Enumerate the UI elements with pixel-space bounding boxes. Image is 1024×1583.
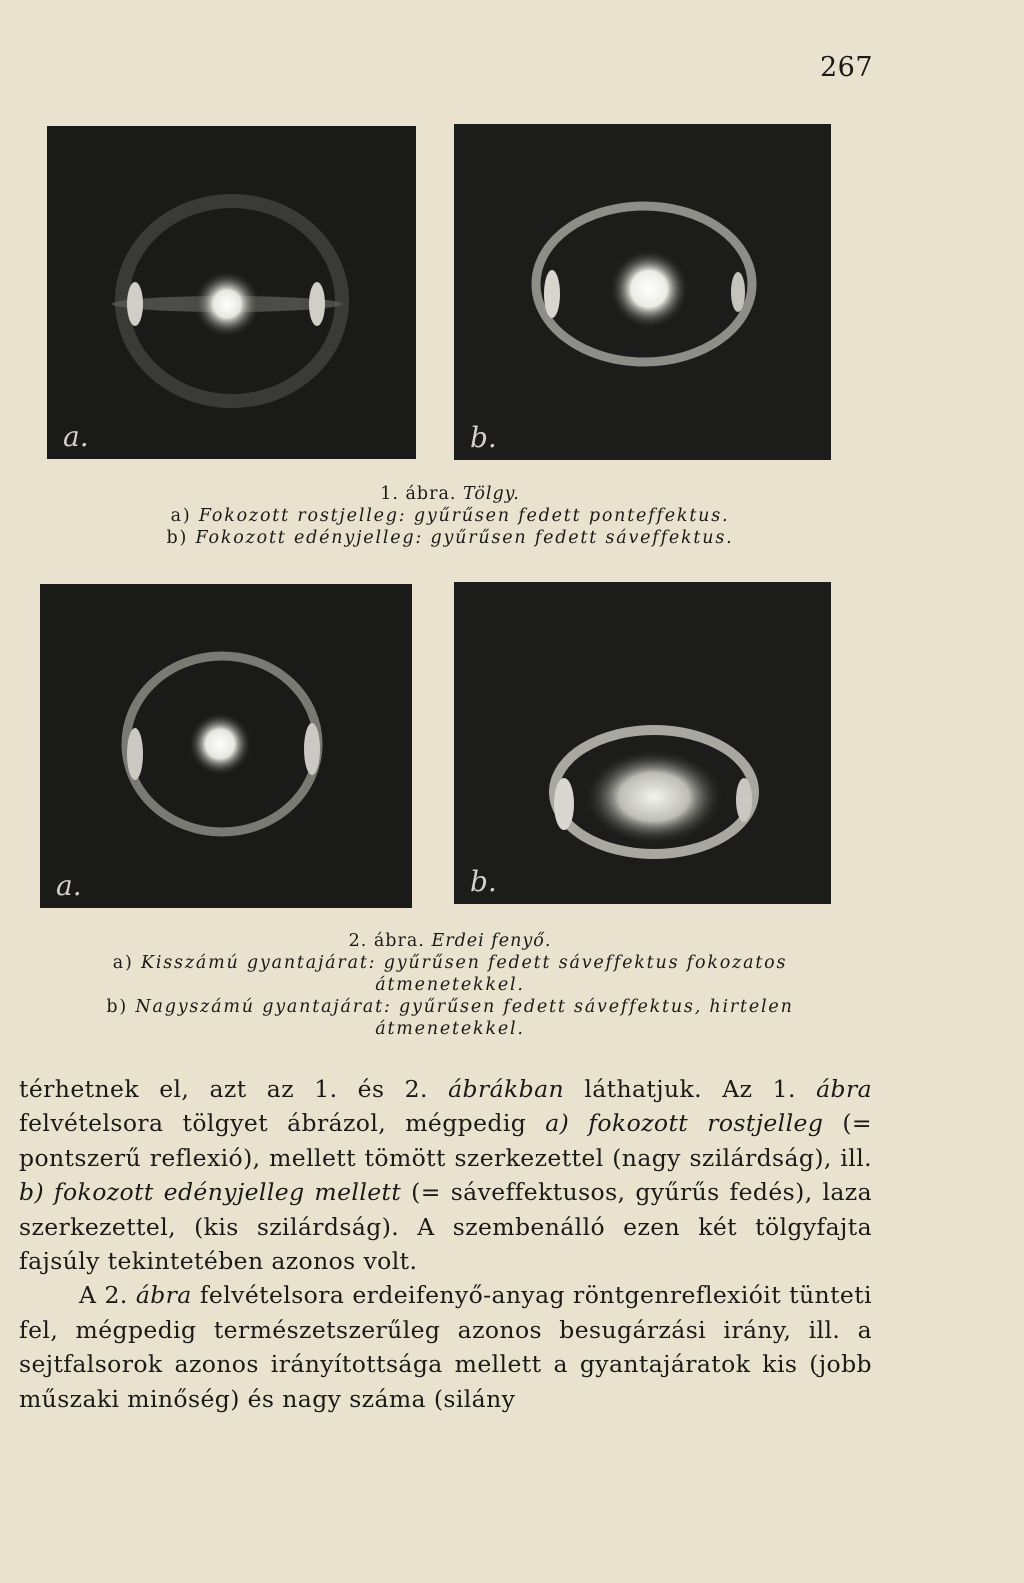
- figure2-caption-a-cont: átmenetekkel.: [375, 975, 525, 995]
- xray-diffraction-image: [454, 124, 831, 460]
- figure1-photo-a: [47, 126, 416, 459]
- figure2-caption-b-cont: átmenetekkel.: [375, 1019, 525, 1039]
- figure1-caption: [40, 483, 860, 549]
- panel-label: b.: [470, 421, 497, 454]
- xray-diffraction-image: [40, 584, 412, 908]
- panel-label: a.: [56, 869, 82, 902]
- body-text: [19, 1072, 872, 1416]
- page-number: 267: [820, 52, 874, 83]
- figure1-caption-b: b) Fokozott edényjelleg: gyűrűsen fedett sáveffektus.: [166, 528, 734, 548]
- paragraph: A 2. ábra felvételsora erdeifenyő-anyag röntgenreflexióit tünteti fel, mégpedig természetszerűleg azonos besugárzási irány, ill. a sejtfalsorok azonos irányítottsága mellett a gyantajáratok kis (jobb műszaki minőség) és nagy száma (silány: [19, 1281, 872, 1413]
- xray-diffraction-image: [47, 126, 416, 459]
- figure2-caption-title: 2. ábra. Erdei fenyő.: [348, 931, 552, 951]
- panel-label: b.: [470, 865, 497, 898]
- figure1-photo-b: [454, 124, 831, 460]
- figure2-photo-b: [454, 582, 831, 904]
- figure2-caption-a: a) Kisszámú gyantajárat: gyűrűsen fedett sáveffektus fokozatos: [112, 953, 788, 973]
- figure2-caption: [40, 930, 860, 1040]
- figure1-caption-title: 1. ábra. Tölgy.: [380, 484, 520, 504]
- paragraph: térhetnek el, azt az 1. és 2. ábrákban láthatjuk. Az 1. ábra felvételsora tölgyet ábrázol, mégpedig a) fokozott rostjelleg (= pontszerű reflexió), mellett tömött szerkezettel (nagy szilárdság), ill. b) fokozott edényjelleg mellett (= sáveffektusos, gyűrűs fedés), laza szerkezettel, (kis szilárdság). A szembenálló ezen két tölgyfajta fajsúly tekintetében azonos volt.: [19, 1075, 873, 1276]
- panel-label: a.: [63, 420, 89, 453]
- figure2-photo-a: [40, 584, 412, 908]
- figure2-caption-b: b) Nagyszámú gyantajárat: gyűrűsen fedett sáveffektus, hirtelen: [106, 997, 794, 1017]
- figure1-caption-a: a) Fokozott rostjelleg: gyűrűsen fedett ponteffektus.: [170, 506, 730, 526]
- xray-diffraction-image: [454, 582, 831, 904]
